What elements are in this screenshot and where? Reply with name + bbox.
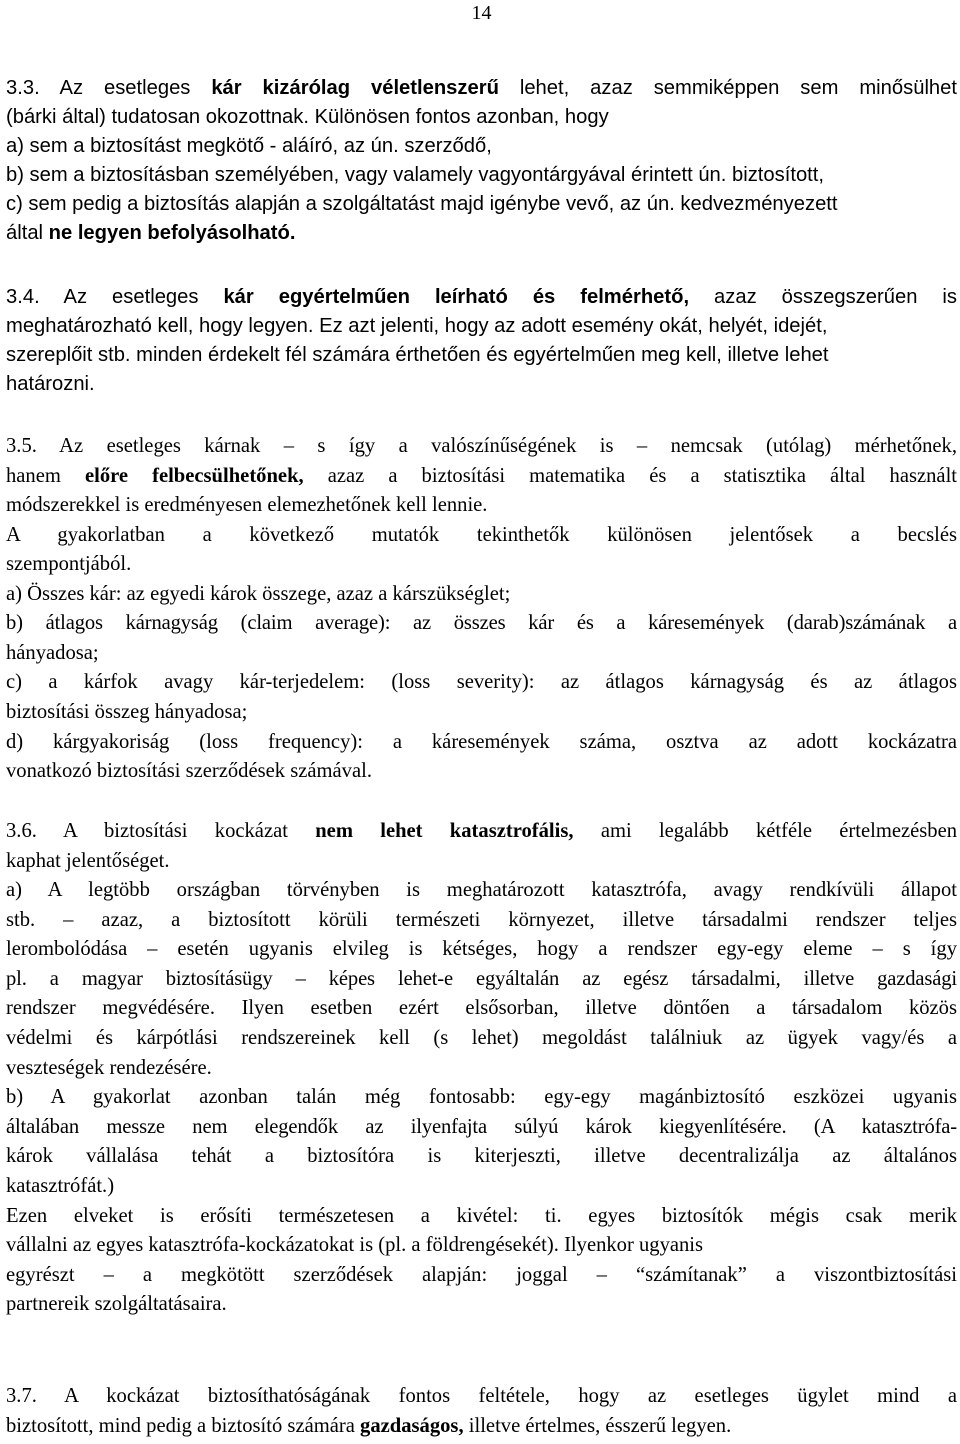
s36-line-11: általában messze nem elegendők az ilyenfajta súlyú károk kiegyenlítésére. (A katasztrófa- bbox=[6, 1116, 957, 1138]
s33-line-2: (bárki által) tudatosan okozottnak. Különösen fontos azonban, hogy bbox=[6, 106, 609, 128]
s34-line-2: meghatározható kell, hogy legyen. Ez azt jelenti, hogy az adott esemény okát, helyét, idejét, bbox=[6, 315, 828, 337]
s33-line-1: 3.3. Az esetleges kár kizárólag véletlenszerű lehet, azaz semmiképpen sem minősülhet bbox=[6, 77, 957, 99]
s35-line-11: d) kárgyakoriság (loss frequency): a káresemények száma, osztva az adott kockázatra bbox=[6, 731, 957, 753]
s35-line-1: 3.5. Az esetleges kárnak – s így a valószínűségének is – nemcsak (utólag) mérhetőnek, bbox=[6, 435, 957, 457]
s35-line-3: módszerekkel is eredményesen elemezhetőnek kell lennie. bbox=[6, 494, 488, 516]
s37-line-2: biztosított, mind pedig a biztosító számára gazdaságos, illetve értelmes, ésszerű legyen. bbox=[6, 1415, 732, 1437]
s36-line-10: b) A gyakorlat azonban talán még fontosabb: egy-egy magánbiztosító eszközei ugyanis bbox=[6, 1086, 957, 1108]
s36-line-7: rendszer megvédésére. Ilyen esetben ezért elsősorban, illetve döntően a társadalom közös bbox=[6, 997, 957, 1019]
s35-line-6: a) Összes kár: az egyedi károk összege, azaz a kárszükséglet; bbox=[6, 583, 511, 605]
s36-line-9: veszteségek rendezésére. bbox=[6, 1057, 212, 1079]
s33-emphasis-2: ne legyen befolyásolható. bbox=[48, 222, 296, 244]
s33-line-5: c) sem pedig a biztosítás alapján a szolgáltatást majd igénybe vevő, az ún. kedvezményezett bbox=[6, 193, 838, 215]
s35-line-5: szempontjából. bbox=[6, 553, 132, 575]
s33-emphasis: kár kizárólag véletlenszerű bbox=[211, 77, 499, 99]
s35-line-8: hányadosa; bbox=[6, 642, 99, 664]
s36-line-5: lerombolódása – esetén ugyanis elvileg is kétséges, hogy a rendszer egy-egy eleme – s így bbox=[6, 938, 957, 960]
s34-line-4: határozni. bbox=[6, 373, 95, 395]
s36-line-6: pl. a magyar biztosításügy – képes lehet-e egyáltalán az egész társadalmi, illetve gazdasági bbox=[6, 968, 957, 990]
s36-line-16: egyrészt – a megkötött szerződések alapján: joggal – “számítanak” a viszontbiztosítási bbox=[6, 1264, 957, 1286]
s35-line-2: hanem előre felbecsülhetőnek, azaz a biztosítási matematika és a statisztika által használt bbox=[6, 465, 957, 487]
s37-emphasis: gazdaságos, bbox=[360, 1415, 464, 1437]
s36-line-17: partnereik szolgáltatásaira. bbox=[6, 1293, 227, 1315]
s35-line-10: biztosítási összeg hányadosa; bbox=[6, 701, 248, 723]
s36-line-13: katasztrófát.) bbox=[6, 1175, 115, 1197]
s37-line-1: 3.7. A kockázat biztosíthatóságának fontos feltétele, hogy az esetleges ügylet mind a bbox=[6, 1385, 957, 1407]
s36-emphasis: nem lehet katasztrofális, bbox=[315, 820, 574, 842]
s33-line-4: b) sem a biztosításban személyében, vagy valamely vagyontárgyával érintett ún. biztosított, bbox=[6, 164, 825, 186]
page-number: 14 bbox=[471, 2, 492, 24]
s35-emphasis: előre felbecsülhetőnek, bbox=[84, 465, 304, 487]
s36-line-4: stb. – azaz, a biztosított körüli természeti környezet, illetve társadalmi rendszer teljes bbox=[6, 909, 957, 931]
s36-line-3: a) A legtöbb országban törvényben is meghatározott katasztrófa, avagy rendkívüli állapot bbox=[6, 879, 957, 901]
s34-emphasis: kár egyértelműen leírható és felmérhető, bbox=[223, 286, 690, 308]
s36-line-1: 3.6. A biztosítási kockázat nem lehet katasztrofális, ami legalább kétféle értelmezésben bbox=[6, 820, 957, 842]
s36-line-15: vállalni az egyes katasztrófa-kockázatokat is (pl. a földrengésekét). Ilyenkor ugyanis bbox=[6, 1234, 704, 1256]
s33-line-6: által ne legyen befolyásolható. bbox=[6, 222, 296, 244]
s33-line-3: a) sem a biztosítást megkötő - aláíró, az ún. szerződő, bbox=[6, 135, 492, 157]
s35-line-7: b) átlagos kárnagyság (claim average): az összes kár és a káresemények (darab)számának a bbox=[6, 612, 957, 634]
s35-line-12: vonatkozó biztosítási szerződések számával. bbox=[6, 760, 372, 782]
s36-line-2: kaphat jelentőséget. bbox=[6, 850, 170, 872]
s36-line-8: védelmi és kárpótlási rendszereinek kell (s lehet) megoldást találniuk az ügyek vagy/és a bbox=[6, 1027, 957, 1049]
s36-line-14: Ezen elveket is erősíti természetesen a kivétel: ti. egyes biztosítók mégis csak merik bbox=[6, 1205, 957, 1227]
s35-line-9: c) a kárfok avagy kár-terjedelem: (loss severity): az átlagos kárnagyság és az átlagos bbox=[6, 671, 957, 693]
s35-line-4: A gyakorlatban a következő mutatók tekinthetők különösen jelentősek a becslés bbox=[6, 524, 957, 546]
s36-line-12: károk vállalása tehát a biztosítóra is kiterjeszti, illetve decentralizálja az általános bbox=[6, 1145, 957, 1167]
s34-line-1: 3.4. Az esetleges kár egyértelműen leírható és felmérhető, azaz összegszerűen is bbox=[6, 286, 957, 308]
s34-line-3: szereplőit stb. minden érdekelt fél számára érthetően és egyértelműen meg kell, illetve lehet bbox=[6, 344, 829, 366]
